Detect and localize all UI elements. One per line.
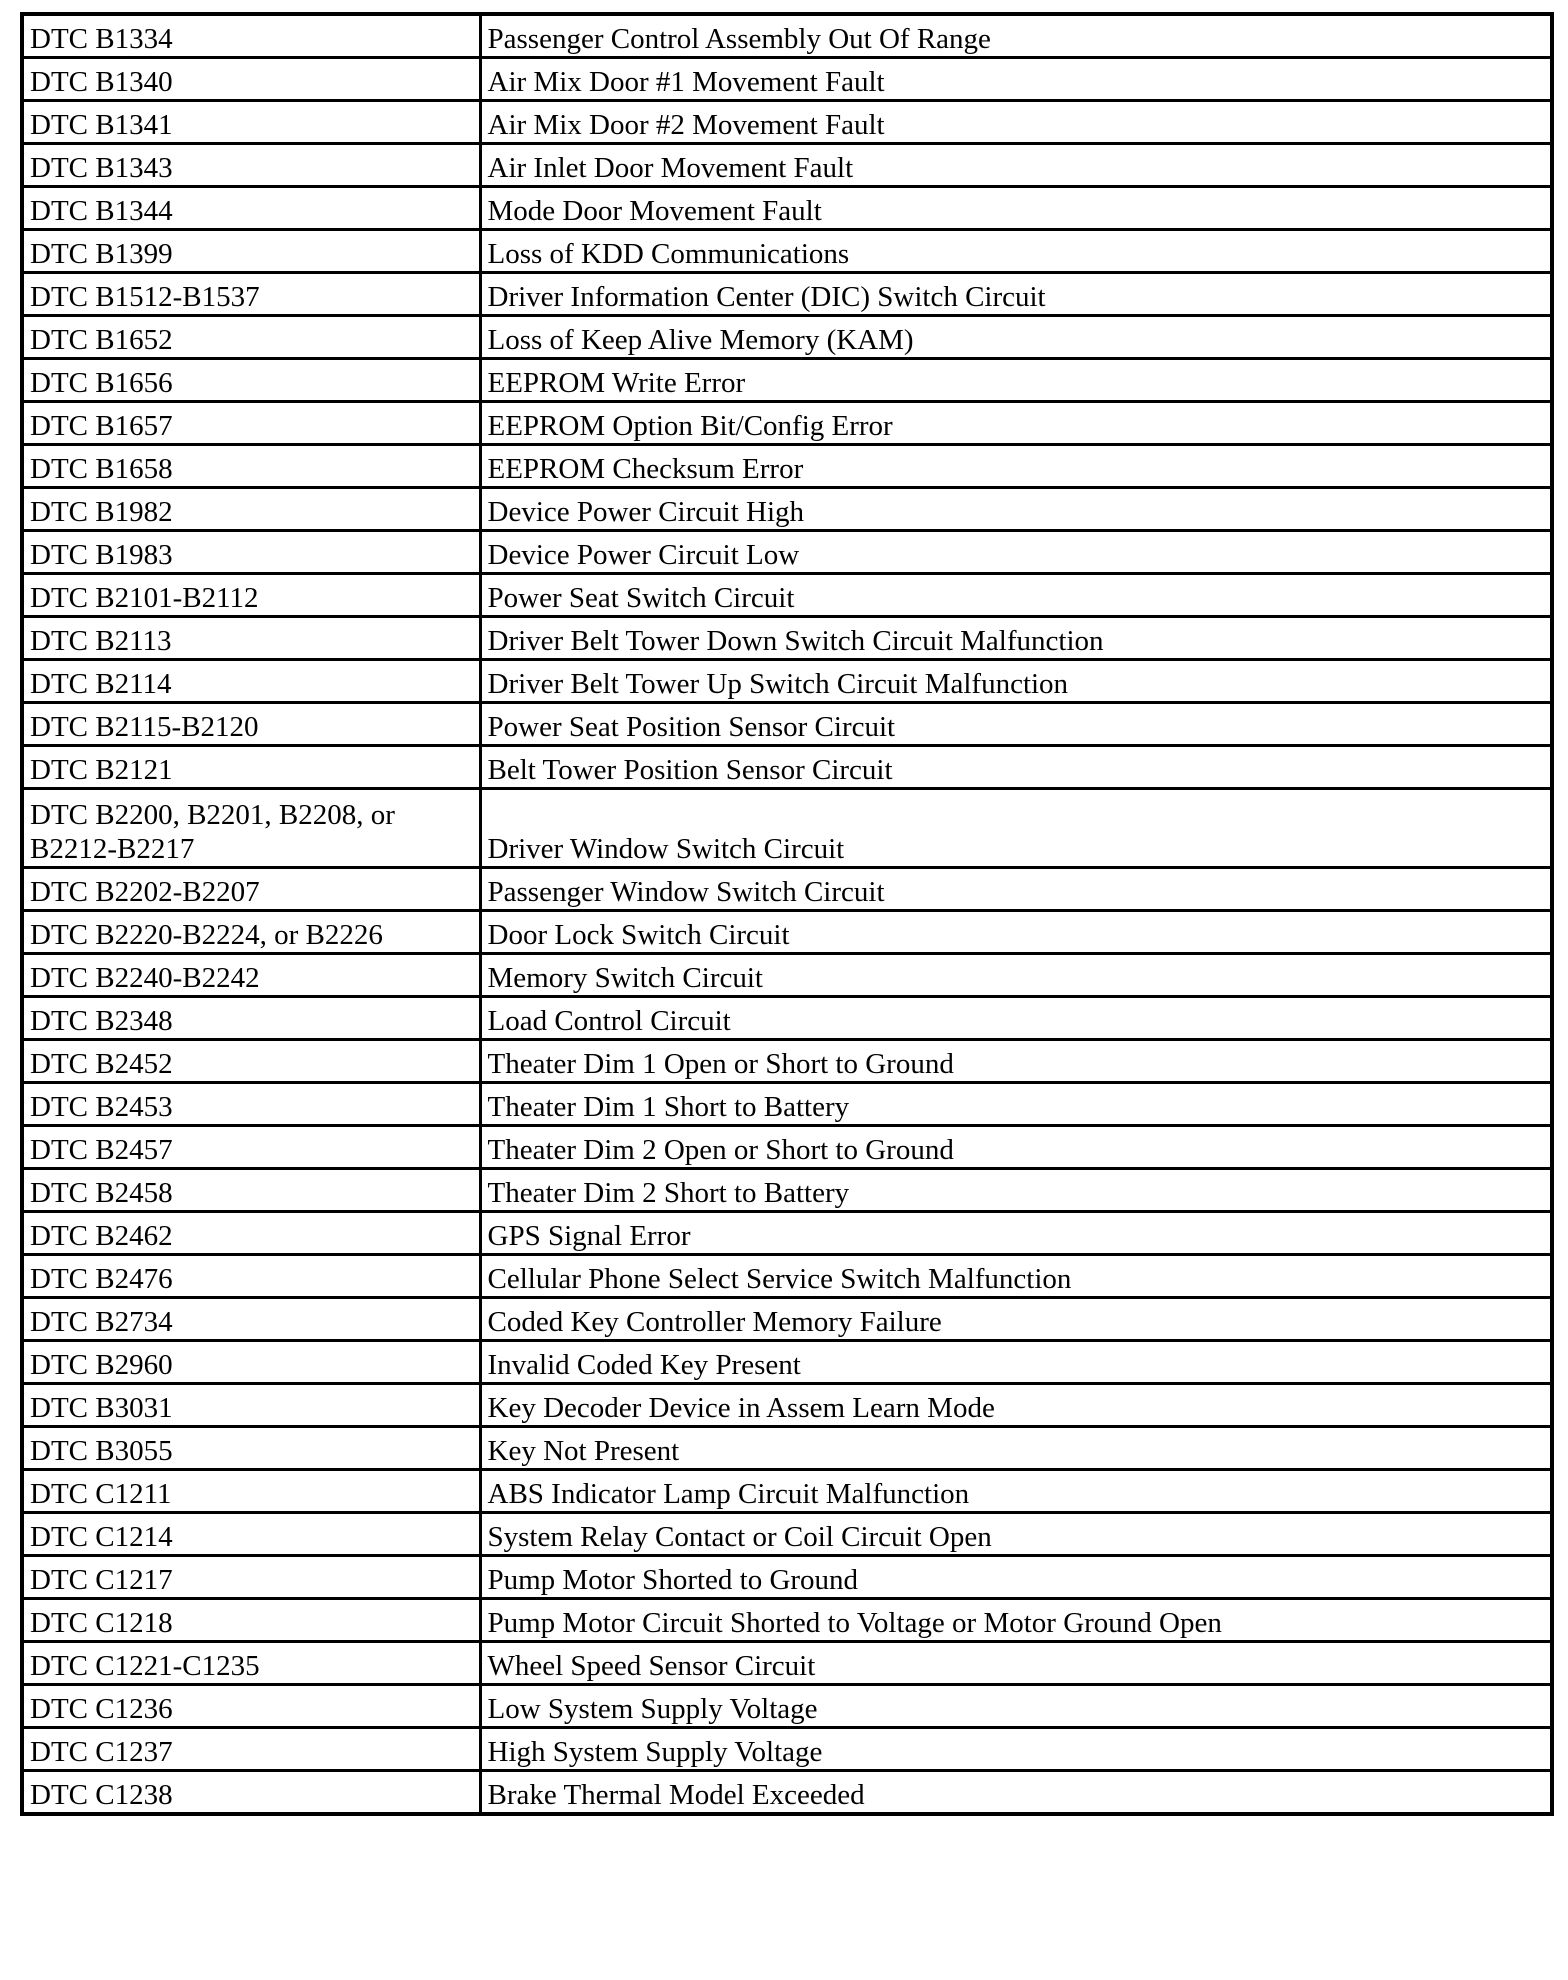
dtc-description-cell: Door Lock Switch Circuit [480, 911, 1552, 954]
dtc-description-cell: Driver Belt Tower Down Switch Circuit Malfunction [480, 617, 1552, 660]
table-row [22, 14, 1552, 58]
dtc-code-cell: DTC C1236 [22, 1685, 480, 1728]
dtc-code-cell: DTC B2476 [22, 1255, 480, 1298]
table-row [22, 1212, 1552, 1255]
table-row [22, 1728, 1552, 1771]
table-row [22, 144, 1552, 187]
table-row [22, 911, 1552, 954]
table-row [22, 488, 1552, 531]
dtc-description-cell: GPS Signal Error [480, 1212, 1552, 1255]
table-row [22, 316, 1552, 359]
dtc-code-cell: DTC B1658 [22, 445, 480, 488]
dtc-description-cell: Passenger Control Assembly Out Of Range [480, 14, 1552, 58]
dtc-description-cell: Air Mix Door #1 Movement Fault [480, 58, 1552, 101]
dtc-description-cell: Wheel Speed Sensor Circuit [480, 1642, 1552, 1685]
dtc-description-cell: Device Power Circuit Low [480, 531, 1552, 574]
table-row [22, 1341, 1552, 1384]
dtc-code-cell: DTC B3031 [22, 1384, 480, 1427]
dtc-code-cell: DTC B2202-B2207 [22, 868, 480, 911]
table-row [22, 1298, 1552, 1341]
table-row [22, 746, 1552, 789]
table-row [22, 954, 1552, 997]
dtc-code-cell: DTC B1512-B1537 [22, 273, 480, 316]
table-row [22, 1126, 1552, 1169]
dtc-code-cell: DTC B2458 [22, 1169, 480, 1212]
dtc-description-cell: Device Power Circuit High [480, 488, 1552, 531]
dtc-code-cell: DTC B2121 [22, 746, 480, 789]
dtc-code-cell: DTC C1238 [22, 1771, 480, 1815]
table-row [22, 1556, 1552, 1599]
dtc-code-cell: DTC B1657 [22, 402, 480, 445]
dtc-description-cell: Power Seat Position Sensor Circuit [480, 703, 1552, 746]
dtc-description-cell: Air Inlet Door Movement Fault [480, 144, 1552, 187]
dtc-description-cell: Loss of Keep Alive Memory (KAM) [480, 316, 1552, 359]
dtc-table-body [22, 14, 1552, 1814]
dtc-code-cell: DTC B1399 [22, 230, 480, 273]
dtc-code-cell: DTC B2462 [22, 1212, 480, 1255]
dtc-code-cell: DTC B1344 [22, 187, 480, 230]
dtc-description-cell: Theater Dim 1 Short to Battery [480, 1083, 1552, 1126]
table-row [22, 359, 1552, 402]
dtc-code-cell: DTC C1214 [22, 1513, 480, 1556]
dtc-description-cell: Brake Thermal Model Exceeded [480, 1771, 1552, 1815]
dtc-code-cell: DTC C1211 [22, 1470, 480, 1513]
table-row [22, 273, 1552, 316]
dtc-description-cell: Coded Key Controller Memory Failure [480, 1298, 1552, 1341]
dtc-code-cell: DTC B2220-B2224, or B2226 [22, 911, 480, 954]
table-row [22, 1470, 1552, 1513]
dtc-description-cell: ABS Indicator Lamp Circuit Malfunction [480, 1470, 1552, 1513]
dtc-code-cell: DTC B2113 [22, 617, 480, 660]
dtc-code-cell: DTC B1340 [22, 58, 480, 101]
dtc-code-cell: DTC B2734 [22, 1298, 480, 1341]
dtc-code-cell: DTC B1983 [22, 531, 480, 574]
table-row [22, 230, 1552, 273]
dtc-description-cell: Power Seat Switch Circuit [480, 574, 1552, 617]
table-row [22, 1083, 1552, 1126]
dtc-code-cell: DTC B2453 [22, 1083, 480, 1126]
dtc-description-cell: Loss of KDD Communications [480, 230, 1552, 273]
dtc-code-cell: DTC C1218 [22, 1599, 480, 1642]
dtc-description-cell: High System Supply Voltage [480, 1728, 1552, 1771]
dtc-code-cell: DTC B2348 [22, 997, 480, 1040]
dtc-description-cell: EEPROM Write Error [480, 359, 1552, 402]
dtc-code-cell: DTC C1237 [22, 1728, 480, 1771]
table-row [22, 574, 1552, 617]
dtc-description-cell: Driver Information Center (DIC) Switch Circuit [480, 273, 1552, 316]
table-row [22, 1427, 1552, 1470]
dtc-code-cell: DTC B2114 [22, 660, 480, 703]
dtc-description-cell: Theater Dim 2 Open or Short to Ground [480, 1126, 1552, 1169]
dtc-code-cell: DTC B2200, B2201, B2208, or B2212-B2217 [22, 789, 480, 868]
dtc-description-cell: System Relay Contact or Coil Circuit Open [480, 1513, 1552, 1556]
dtc-description-cell: Key Not Present [480, 1427, 1552, 1470]
dtc-description-cell: Belt Tower Position Sensor Circuit [480, 746, 1552, 789]
table-row [22, 1384, 1552, 1427]
dtc-code-cell: DTC B2457 [22, 1126, 480, 1169]
dtc-code-cell: DTC B3055 [22, 1427, 480, 1470]
table-row [22, 1169, 1552, 1212]
dtc-code-cell: DTC B1343 [22, 144, 480, 187]
table-row [22, 703, 1552, 746]
table-row [22, 445, 1552, 488]
table-row [22, 1040, 1552, 1083]
table-row [22, 617, 1552, 660]
dtc-description-cell: Passenger Window Switch Circuit [480, 868, 1552, 911]
dtc-code-cell: DTC B1652 [22, 316, 480, 359]
dtc-code-cell: DTC C1221-C1235 [22, 1642, 480, 1685]
dtc-code-cell: DTC B1656 [22, 359, 480, 402]
table-row [22, 58, 1552, 101]
table-row [22, 997, 1552, 1040]
dtc-description-cell: Air Mix Door #2 Movement Fault [480, 101, 1552, 144]
dtc-code-cell: DTC B2240-B2242 [22, 954, 480, 997]
table-row [22, 1642, 1552, 1685]
dtc-description-cell: EEPROM Checksum Error [480, 445, 1552, 488]
dtc-description-cell: Theater Dim 1 Open or Short to Ground [480, 1040, 1552, 1083]
dtc-code-cell: DTC B1334 [22, 14, 480, 58]
dtc-description-cell: EEPROM Option Bit/Config Error [480, 402, 1552, 445]
dtc-description-cell: Cellular Phone Select Service Switch Malfunction [480, 1255, 1552, 1298]
table-row [22, 1513, 1552, 1556]
dtc-code-cell: DTC B2960 [22, 1341, 480, 1384]
dtc-table-container [20, 12, 1550, 1816]
dtc-code-cell: DTC C1217 [22, 1556, 480, 1599]
dtc-code-cell: DTC B2115-B2120 [22, 703, 480, 746]
dtc-description-cell: Low System Supply Voltage [480, 1685, 1552, 1728]
table-row [22, 1255, 1552, 1298]
table-row [22, 789, 1552, 868]
dtc-description-cell: Theater Dim 2 Short to Battery [480, 1169, 1552, 1212]
dtc-description-cell: Key Decoder Device in Assem Learn Mode [480, 1384, 1552, 1427]
dtc-code-cell: DTC B2101-B2112 [22, 574, 480, 617]
table-row [22, 402, 1552, 445]
table-row [22, 868, 1552, 911]
dtc-description-cell: Load Control Circuit [480, 997, 1552, 1040]
dtc-code-cell: DTC B1982 [22, 488, 480, 531]
table-row [22, 1771, 1552, 1815]
dtc-description-cell: Memory Switch Circuit [480, 954, 1552, 997]
dtc-table [20, 12, 1554, 1816]
dtc-description-cell: Driver Window Switch Circuit [480, 789, 1552, 868]
dtc-description-cell: Mode Door Movement Fault [480, 187, 1552, 230]
table-row [22, 531, 1552, 574]
dtc-code-cell: DTC B2452 [22, 1040, 480, 1083]
table-row [22, 660, 1552, 703]
table-row [22, 101, 1552, 144]
table-row [22, 187, 1552, 230]
dtc-description-cell: Driver Belt Tower Up Switch Circuit Malfunction [480, 660, 1552, 703]
table-row [22, 1685, 1552, 1728]
table-row [22, 1599, 1552, 1642]
dtc-description-cell: Pump Motor Circuit Shorted to Voltage or Motor Ground Open [480, 1599, 1552, 1642]
dtc-code-cell: DTC B1341 [22, 101, 480, 144]
dtc-description-cell: Invalid Coded Key Present [480, 1341, 1552, 1384]
dtc-description-cell: Pump Motor Shorted to Ground [480, 1556, 1552, 1599]
